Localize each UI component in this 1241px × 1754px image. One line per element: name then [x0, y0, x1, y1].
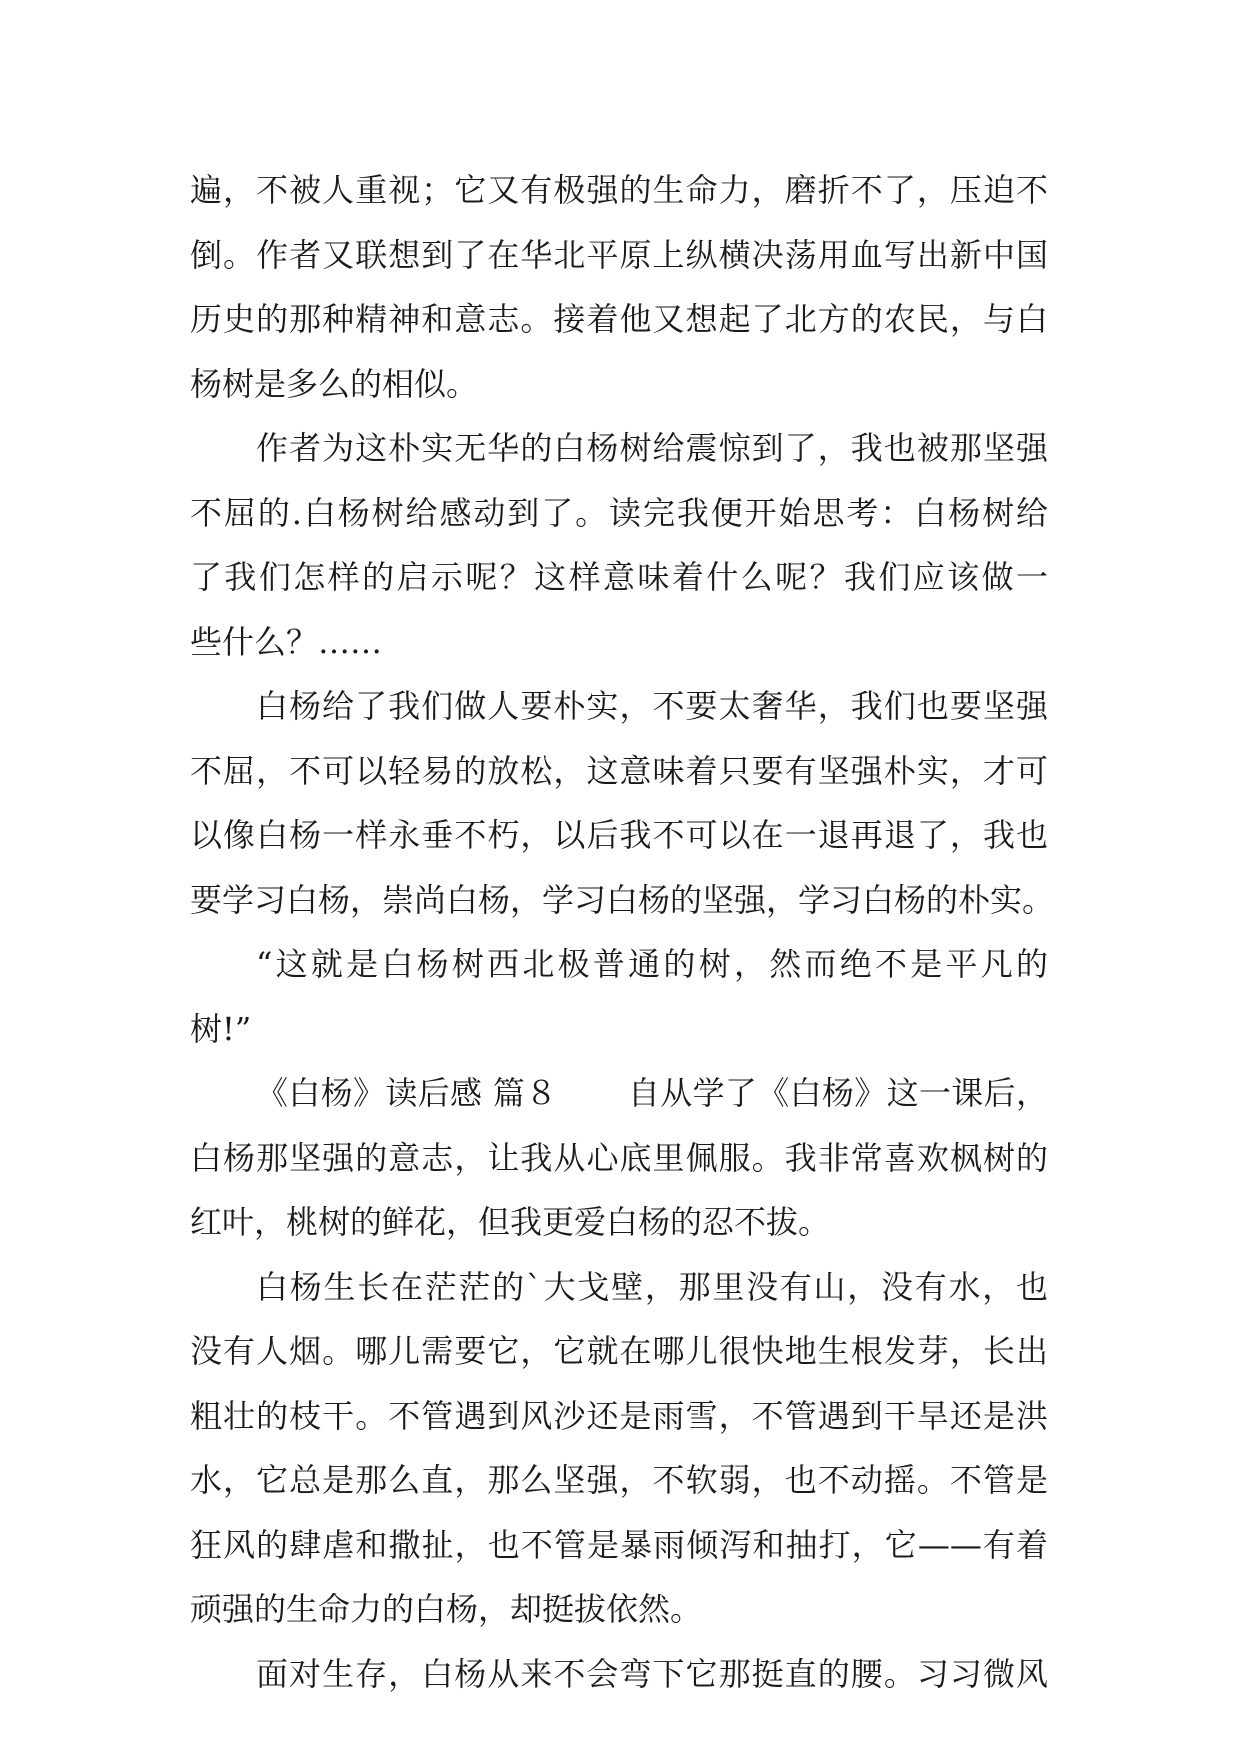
text-line: 白杨给了我们做人要朴实，不要太奢华，我们也要坚强: [256, 687, 1048, 725]
text-line: 面对生存，白杨从来不会弯下它那挺直的腰。习习微风: [256, 1654, 1048, 1693]
text-run: 自从学了《白杨》这一课后，: [627, 1074, 1048, 1112]
text-line: 狂风的肆虐和撒扯，也不管是暴雨倾泻和抽打，它——有着: [190, 1525, 1048, 1564]
text-line: 作者为这朴实无华的白杨树给震惊到了，我也被那坚强: [256, 429, 1048, 467]
text-line: 水，它总是那么直，那么坚强，不软弱，也不动摇。不管是: [190, 1461, 1048, 1499]
text-line: 白杨生长在茫茫的`大戈壁，那里没有山，没有水，也: [256, 1267, 1048, 1306]
text-line: 白杨那坚强的意志，让我从心底里佩服。我非常喜欢枫树的: [190, 1138, 1048, 1177]
body-text: [190, 158, 1055, 1706]
text-line: 杨树是多么的相似。: [190, 364, 479, 403]
text-line: 些什么？……: [190, 622, 383, 661]
text-line: 粗壮的枝干。不管遇到风沙还是雨雪，不管遇到干旱还是洪: [190, 1396, 1048, 1435]
text-line: 不屈，不可以轻易的放松，这意味着只要有坚强朴实，才可: [190, 751, 1048, 790]
text-line: 不屈的.白杨树给感动到了。读完我便开始思考：白杨树给: [190, 493, 1048, 532]
text-line: 倒。作者又联想到了在华北平原上纵横决荡用血写出新中国: [190, 235, 1048, 274]
text-line: “这就是白杨树西北极普通的树，然而绝不是平凡的: [256, 945, 1048, 983]
text-line: 顽强的生命力的白杨，却挺拔依然。: [190, 1590, 703, 1628]
text-line: 要学习白杨，崇尚白杨，学习白杨的坚强，学习白杨的朴实。: [190, 880, 1055, 919]
text-line: 红叶，桃树的鲜花，但我更爱白杨的忍不拔。: [190, 1203, 831, 1241]
text-line: 遍，不被人重视；它又有极强的生命力，磨折不了，压迫不: [190, 171, 1048, 209]
text-line: 了我们怎样的启示呢？这样意味着什么呢？我们应该做一: [190, 558, 1048, 596]
text-line: 没有人烟。哪儿需要它，它就在哪儿很快地生根发芽，长出: [190, 1332, 1048, 1370]
text-line: 树!”: [190, 1009, 252, 1048]
text-line: 以像白杨一样永垂不朽，以后我不可以在一退再退了，我也: [190, 816, 1048, 854]
text-line: 历史的那种精神和意志。接着他又想起了北方的农民，与白: [190, 300, 1048, 338]
section-heading: 《白杨》读后感 篇８: [256, 1074, 558, 1112]
section-heading-line: [190, 1061, 1048, 1126]
